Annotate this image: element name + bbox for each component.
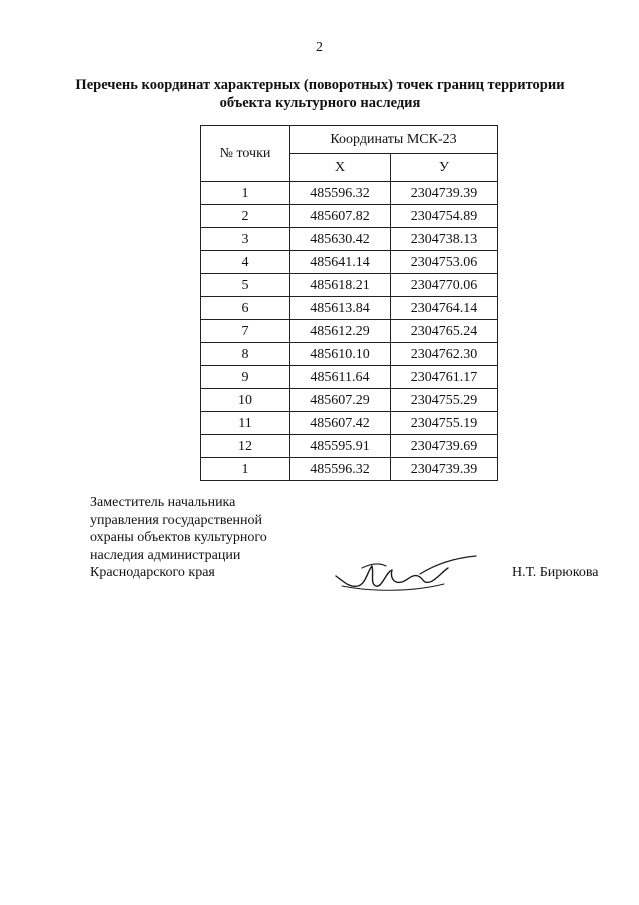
cell-point-number: 8 [201,343,290,366]
cell-x: 485610.10 [290,343,391,366]
table-row [201,320,498,343]
cell-y: 2304770.06 [391,274,498,297]
cell-x: 485618.21 [290,274,391,297]
document-title-line-1: Перечень координат характерных (поворотных) точек границ территории [75,77,565,93]
cell-point-number: 6 [201,297,290,320]
document-title [70,76,570,112]
table-row [201,366,498,389]
table-row [201,435,498,458]
coordinates-table-body [201,182,498,481]
cell-y: 2304739.39 [391,182,498,205]
header-point-number: № точки [201,126,290,182]
table-row [201,274,498,297]
cell-point-number: 2 [201,205,290,228]
header-coordinates: Координаты МСК-23 [290,126,498,154]
cell-x: 485607.29 [290,389,391,412]
page-number: 2 [316,40,323,55]
cell-x: 485630.42 [290,228,391,251]
document-title-line-2: объекта культурного наследия [219,95,421,111]
cell-x: 485607.42 [290,412,391,435]
cell-x: 485613.84 [290,297,391,320]
cell-y: 2304755.19 [391,412,498,435]
position-line: Краснодарского края [90,565,215,580]
cell-point-number: 1 [201,458,290,481]
cell-point-number: 12 [201,435,290,458]
table-row [201,205,498,228]
cell-y: 2304739.39 [391,458,498,481]
table-row [201,228,498,251]
cell-point-number: 1 [201,182,290,205]
position-line: охраны объектов культурного [90,530,267,545]
table-row [201,412,498,435]
cell-x: 485611.64 [290,366,391,389]
position-line: наследия администрации [90,547,241,563]
cell-y: 2304765.24 [391,320,498,343]
cell-point-number: 5 [201,274,290,297]
cell-point-number: 10 [201,389,290,412]
coordinates-table [200,125,498,481]
header-x: X [290,154,391,182]
signatory-position [90,494,267,582]
table-row [201,458,498,481]
cell-point-number: 3 [201,228,290,251]
cell-x: 485595.91 [290,435,391,458]
cell-y: 2304761.17 [391,366,498,389]
cell-point-number: 11 [201,412,290,435]
handwritten-signature [332,552,480,596]
table-row [201,343,498,366]
position-line: Заместитель начальника [90,495,236,510]
cell-point-number: 7 [201,320,290,343]
position-line: управления государственной [90,512,263,528]
cell-point-number: 4 [201,251,290,274]
cell-y: 2304764.14 [391,297,498,320]
cell-point-number: 9 [201,366,290,389]
cell-y: 2304755.29 [391,389,498,412]
cell-y: 2304762.30 [391,343,498,366]
cell-y: 2304738.13 [391,228,498,251]
signatory-name: Н.Т. Бирюкова [512,565,599,580]
cell-x: 485641.14 [290,251,391,274]
cell-x: 485596.32 [290,458,391,481]
cell-y: 2304754.89 [391,205,498,228]
cell-x: 485607.82 [290,205,391,228]
table-row [201,251,498,274]
header-y: У [391,154,498,182]
cell-y: 2304739.69 [391,435,498,458]
cell-y: 2304753.06 [391,251,498,274]
table-row [201,297,498,320]
table-row [201,182,498,205]
cell-x: 485596.32 [290,182,391,205]
table-row [201,389,498,412]
cell-x: 485612.29 [290,320,391,343]
